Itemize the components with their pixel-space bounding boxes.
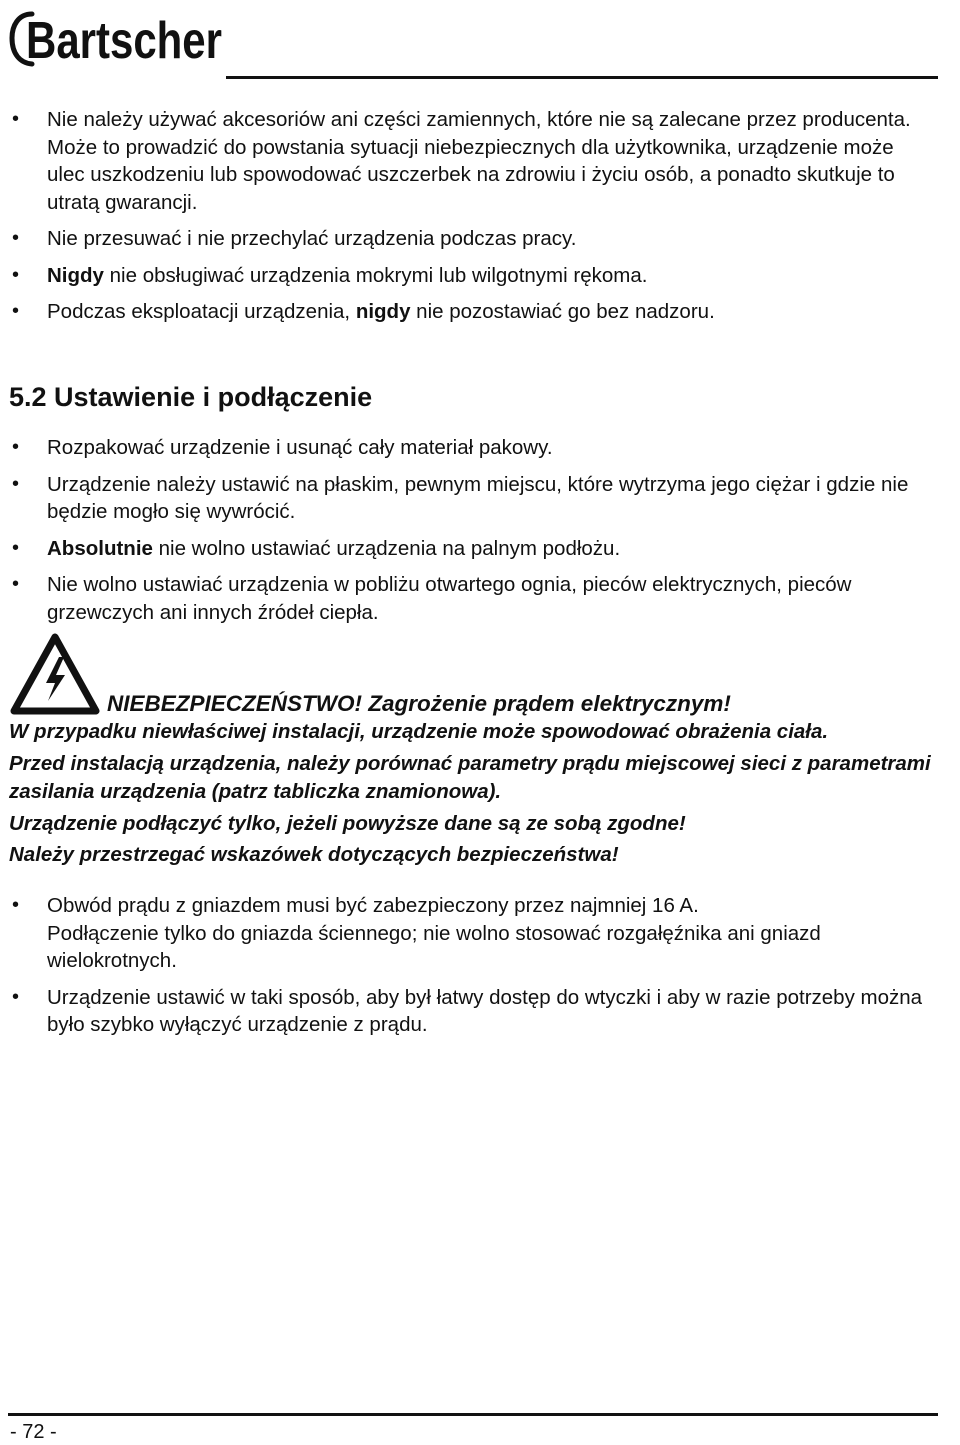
bullet-text: Nie należy używać akcesoriów ani części zamiennych, które nie są zalecane przez producenta. Może to prowadzić do powstania sytuacji niebezpiecznych dla użytkownika, urządzenie może ulec uszkodzeniu lub spowodować uszczerbek na zdrowiu i życiu osób, a ponadto skutkuje to utratą gwarancji. — [47, 108, 911, 214]
bullet-item — [0, 571, 960, 626]
bold-text: Absolutnie — [47, 536, 153, 560]
page-number: - 72 - — [10, 1421, 57, 1443]
bullet-text: Nie wolno ustawiać urządzenia w pobliżu otwartego ognia, pieców elektrycznych, pieców grzewczych ani innych źródeł ciepła. — [47, 573, 852, 624]
bold-text: Nigdy — [47, 263, 104, 287]
logo-wordmark: Bartscher — [26, 12, 222, 70]
bartscher-logo — [10, 6, 224, 68]
bullet-text: nie wolno ustawiać urządzenia na palnym podłożu. — [152, 536, 621, 560]
bullet-icon: • — [12, 573, 20, 595]
bullet-icon: • — [12, 472, 20, 495]
setup-list — [0, 434, 960, 635]
warning-line: W przypadku niewłaściwej instalacji, urządzenie może spowodować obrażenia ciała. — [9, 720, 829, 743]
bullet-item — [0, 225, 960, 253]
bullet-icon: • — [12, 108, 20, 130]
bullet-item — [0, 471, 960, 526]
bullet-icon: • — [12, 263, 20, 286]
bullet-item — [0, 298, 960, 326]
bullet-text: Urządzenie ustawić w taki sposób, aby był łatwy dostęp do wtyczki i aby w razie potrzeby można było szybko wyłączyć urządzenie z prądu. — [47, 985, 923, 1036]
warning-line: Należy przestrzegać wskazówek dotyczących bezpieczeństwa! — [9, 843, 619, 866]
bullet-text: Nie przesuwać i nie przechylać urządzenia podczas pracy. — [47, 227, 577, 250]
bullet-text: Podłączenie tylko do gniazda ściennego; nie wolno stosować rozgałęźnika ani gniazd wielokrotnych. — [47, 921, 821, 972]
header-rule — [226, 76, 938, 79]
bullet-icon: • — [12, 227, 20, 249]
bullet-item — [0, 106, 960, 216]
bullet-icon: • — [12, 300, 20, 322]
safety-list — [0, 106, 960, 335]
warning-body — [9, 718, 959, 870]
bold-text: nigdy — [355, 300, 411, 323]
bullet-item — [0, 984, 960, 1039]
warning-line: Przed instalacją urządzenia, należy porównać parametry prądu miejscowej sieci z parametrami zasilania urządzenia (patrz tabliczka znamionowa). — [9, 751, 931, 803]
bullet-text: nie obsługiwać urządzenia mokrymi lub wilgotnymi rękoma. — [103, 263, 648, 287]
electric-hazard-icon — [10, 633, 100, 715]
warning-line: Urządzenie podłączyć tylko, jeżeli powyższe dane są ze sobą zgodne! — [9, 811, 686, 835]
bullet-text: nie pozostawiać go bez nadzoru. — [410, 300, 715, 323]
bullet-item — [0, 434, 960, 462]
section-heading: 5.2 Ustawienie i podłączenie — [9, 382, 373, 412]
bullet-text: Podczas eksploatacji urządzenia, — [47, 300, 356, 323]
footer-rule — [8, 1413, 938, 1416]
bullet-icon: • — [12, 894, 20, 916]
bullet-item — [0, 262, 960, 290]
bullet-icon: • — [12, 536, 20, 559]
warning-title: NIEBEZPIECZEŃSTWO! Zagrożenie prądem elektrycznym! — [107, 691, 731, 716]
electrical-list — [0, 892, 960, 1048]
bullet-text: Rozpakować urządzenie i usunąć cały materiał pakowy. — [47, 436, 553, 459]
bullet-text: Urządzenie należy ustawić na płaskim, pewnym miejscu, które wytrzyma jego ciężar i gdzie nie będzie mogło się wywrócić. — [47, 472, 909, 523]
bullet-icon: • — [12, 985, 20, 1008]
bullet-icon: • — [12, 436, 20, 458]
bullet-text: Obwód prądu z gniazdem musi być zabezpieczony przez najmniej 16 A. — [47, 894, 699, 917]
bullet-item — [0, 892, 960, 975]
bullet-item — [0, 535, 960, 563]
